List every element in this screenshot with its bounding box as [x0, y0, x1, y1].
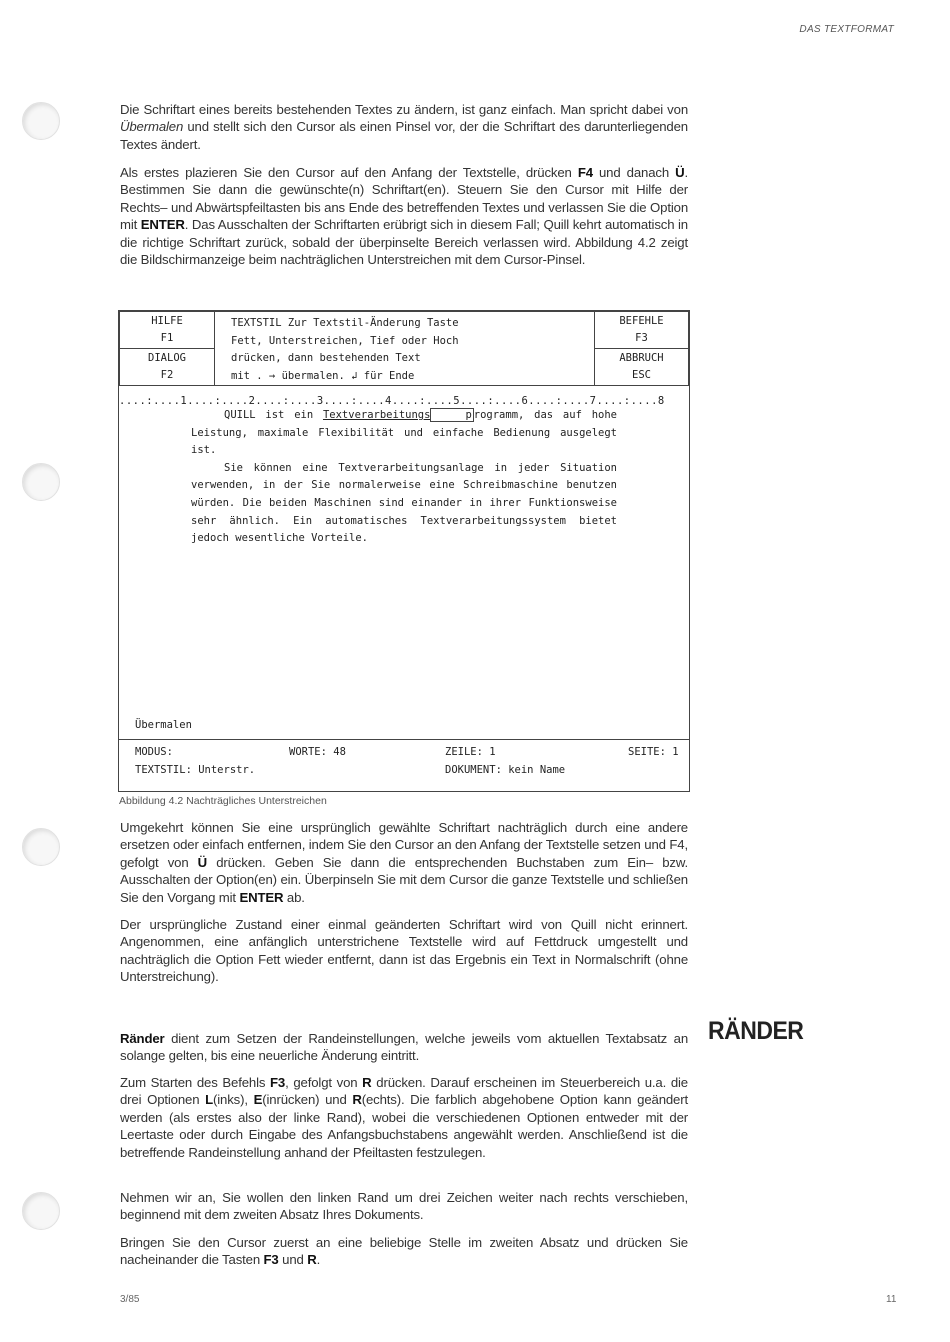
status-word-count: WORTE: 48 — [289, 746, 346, 758]
commands-label: BEFEHLE — [619, 315, 664, 327]
binder-hole — [22, 102, 60, 140]
dialog-key: F2 — [160, 369, 174, 381]
help-text: TEXTSTIL Zur Textstil-Änderung Taste Fett, Unterstreichen, Tief oder Hoch drücken, dann bestehenden Text mit . → übermalen. ↲ für Ende — [231, 317, 459, 382]
paragraph-intro-2: Als erstes plazieren Sie den Cursor auf den Anfang der Textstelle, drücken F4 und danach Ü. Bestimmen Sie dann die gewünschte(n) Schriftart(en). Steuern Sie den Cursor mit Hilfe der Rechts– und Abwärtspfeiltasten bis ans Ende des betreffenden Textes und verlassen Sie die Option mit ENTER. Das Ausschalten der Schriftarten erübrigt sich in diesem Fall; Quill kehrt automatisch in die richtige Schriftart zurück, sobald der überpinselte Bereich verlassen wird. Abbildung 4.2 zeigt die Bildschirmanzeige beim nachträglichen Unterstreichen mit dem Cursor-Pinsel. — [120, 165, 688, 268]
footer-date: 3/85 — [120, 1294, 140, 1305]
paragraph-body-4: Der ursprüngliche Zustand einer einmal geänderten Schriftart wird von Quill nicht erinnert. Angenommen, eine anfänglich unterstrichene Textstelle wird auf Fettdruck umgestellt und nachträglich die Option Fett wieder entfernt, dann ist das Ergebnis ein Text in Normalschrift (ohne Unterstreichung). — [120, 917, 688, 985]
abort-key-box — [594, 348, 689, 386]
binder-hole — [22, 1192, 60, 1230]
commands-key-box — [594, 311, 689, 349]
status-document: DOKUMENT: kein Name — [445, 764, 566, 776]
ruler: ....:....1....:....2....:....3....:....4....:....5....:....6....:....7....:....8 — [119, 395, 665, 407]
help-key: F1 — [160, 332, 174, 344]
document-paragraph-2: Sie können eine Textverarbeitungsanlage in jeder Situation verwenden, in der Sie normalerweise eine Schreibmaschine benutzen würden. Die beiden Maschinen sind einander in ihrer Funktionsweise sehr ähnlich. Ein automatisches Textverarbeitungssystem bietet jedoch wesentliche Vorteile. — [191, 461, 617, 545]
paragraph-raender-2: Zum Starten des Befehls F3, gefolgt von R drücken. Darauf erscheinen im Steuerbereich u.a. die drei Optionen L(inks), E(inrücken) und R(echts). Die farblich abgehobene Option kann geändert werden (als erstes also der linke Rand), wobei die verschiedenen Optionen entweder mit der Leertaste oder durch Eingabe des Anfangsbuchstabens angewählt werden. Anschließend ist die betreffende Randeinstellung anhand der Pfeiltasten festzulegen. — [120, 1075, 688, 1160]
binder-hole — [22, 463, 60, 501]
text-cursor: p — [430, 408, 473, 422]
running-header: DAS TEXTFORMAT — [799, 24, 894, 35]
help-key-box — [119, 311, 215, 349]
status-line: ZEILE: 1 — [445, 746, 496, 758]
mode-label: Übermalen — [135, 719, 192, 731]
paragraph-body-3: Umgekehrt können Sie eine ursprünglich gewählte Schriftart nachträglich durch eine andere ersetzen oder einfach entfernen, indem Sie den Cursor an den Anfang der Textstelle setzen und F4, gefolgt von Ü drücken. Geben Sie dann die entsprechenden Buchstaben zum Ein– bzw. Ausschalten der Option(en) ein. Überpinseln Sie mit dem Cursor die ganze Textstelle und schließen Sie den Vorgang mit ENTER ab. — [120, 820, 688, 905]
status-textstyle: TEXTSTIL: Unterstr. — [135, 764, 256, 776]
status-page: SEITE: 1 — [628, 746, 679, 758]
paragraph-intro-1: Die Schriftart eines bereits bestehenden Textes zu ändern, ist ganz einfach. Man spricht dabei von Übermalen und stellt sich den Cursor als einen Pinsel vor, der die Schriftart des darunterliegenden Textes ändert. — [120, 102, 688, 152]
paragraph-raender-1: Ränder dient zum Setzen der Randeinstellungen, welche jeweils vom aktuellen Textabsatz an solange gelten, bis eine neuerliche Änderung eintritt. — [120, 1031, 688, 1064]
section-heading-raender: RÄNDER — [708, 1015, 804, 1045]
page-number: 11 — [886, 1294, 897, 1305]
figure-caption: Abbildung 4.2 Nachträgliches Unterstreichen — [119, 795, 327, 807]
screen-figure — [118, 310, 690, 792]
paragraph-raender-4: Bringen Sie den Cursor zuerst an eine beliebige Stelle im zweiten Absatz und drücken Sie nacheinander die Tasten F3 und R. — [120, 1235, 688, 1268]
abort-label: ABBRUCH — [619, 352, 664, 364]
status-bar — [119, 739, 689, 776]
status-modus: MODUS: — [135, 746, 173, 758]
document-paragraph-1: QUILL ist ein Textverarbeitungs p rogramm, das auf hohe Leistung, maximale Flexibilität und einfache Bedienung ausgelegt ist. — [191, 409, 617, 457]
dialog-key-box — [119, 348, 215, 386]
paragraph-raender-3: Nehmen wir an, Sie wollen den linken Rand um drei Zeichen weiter nach rechts verschieben, beginnend mit dem zweiten Absatz Ihres Dokuments. — [120, 1190, 688, 1223]
help-label: HILFE — [151, 315, 183, 327]
dialog-label: DIALOG — [148, 352, 186, 364]
commands-key: F3 — [635, 332, 648, 344]
document-text — [191, 407, 617, 548]
binder-hole — [22, 828, 60, 866]
abort-key: ESC — [632, 369, 651, 381]
